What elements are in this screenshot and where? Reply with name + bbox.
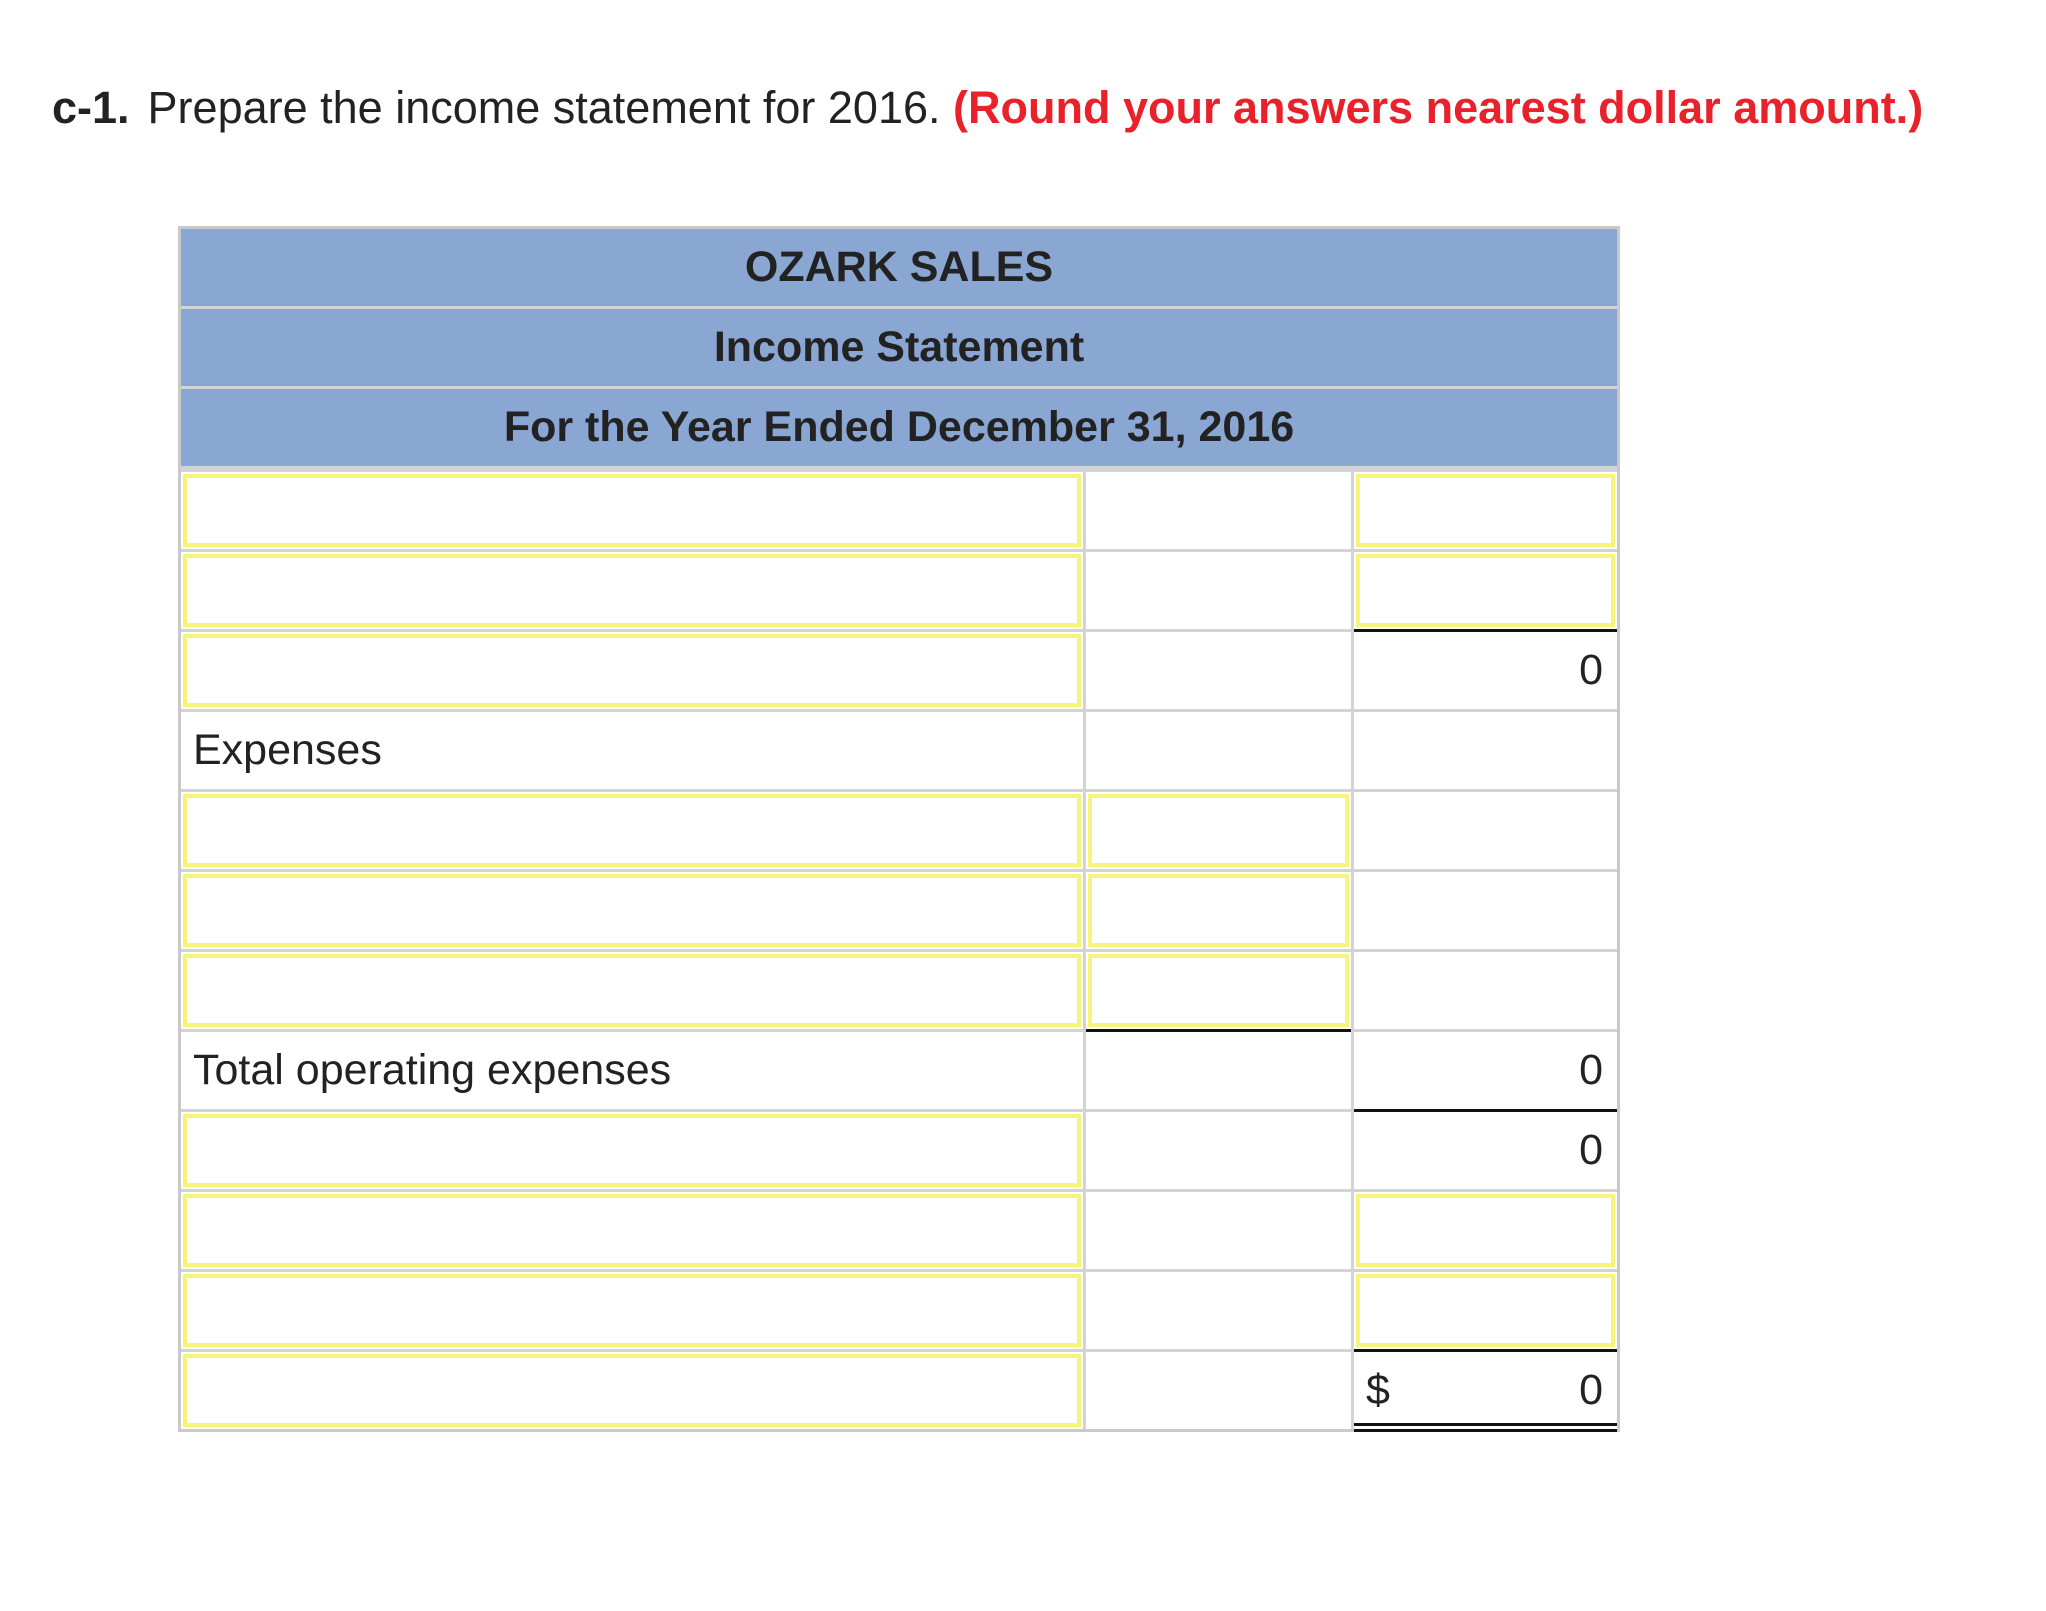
table-row: [181, 549, 1617, 629]
table-row: [181, 1109, 1617, 1189]
table-row: [181, 949, 1617, 1029]
total-amount-input[interactable]: [1356, 554, 1615, 627]
table-row: [181, 869, 1617, 949]
income-statement-table: [178, 226, 1620, 1432]
account-name-input[interactable]: [183, 1354, 1081, 1427]
table-row: [181, 1349, 1617, 1429]
question-text: Prepare the income statement for 2016.: [147, 82, 941, 133]
total-operating-expenses-label: Total operating expenses: [193, 1046, 672, 1094]
currency-symbol: $: [1366, 1366, 1390, 1414]
expense-name-input[interactable]: [183, 954, 1081, 1027]
gross-profit-value: 0: [1579, 646, 1603, 694]
operating-income-value: 0: [1579, 1126, 1603, 1174]
table-row: [181, 1189, 1617, 1269]
expense-amount-input[interactable]: [1088, 874, 1349, 947]
rounding-hint: (Round your answers nearest dollar amount.): [953, 82, 1924, 133]
table-row: [181, 1029, 1617, 1109]
account-name-input[interactable]: [183, 474, 1081, 547]
expense-amount-input[interactable]: [1088, 954, 1349, 1027]
expense-name-input[interactable]: [183, 794, 1081, 867]
question-number: c-1.: [52, 82, 130, 133]
account-name-input[interactable]: [183, 1274, 1081, 1347]
expense-amount-input[interactable]: [1088, 794, 1349, 867]
account-name-input[interactable]: [183, 1114, 1081, 1187]
expenses-label: Expenses: [193, 726, 382, 774]
table-row: [181, 629, 1617, 709]
statement-title: Income Statement: [181, 309, 1617, 389]
account-name-input[interactable]: [183, 1194, 1081, 1267]
company-name: OZARK SALES: [181, 229, 1617, 309]
total-amount-input[interactable]: [1356, 474, 1615, 547]
table-row: [181, 709, 1617, 789]
account-name-input[interactable]: [183, 634, 1081, 707]
table-row: [181, 469, 1617, 549]
account-name-input[interactable]: [183, 554, 1081, 627]
table-row: [181, 1269, 1617, 1349]
question-prompt: [52, 78, 1923, 138]
statement-period: For the Year Ended December 31, 2016: [181, 389, 1617, 469]
net-income-value: 0: [1579, 1366, 1603, 1414]
total-amount-input[interactable]: [1356, 1194, 1615, 1267]
total-operating-expenses-value: 0: [1579, 1046, 1603, 1094]
total-amount-input[interactable]: [1356, 1274, 1615, 1347]
table-row: [181, 789, 1617, 869]
expense-name-input[interactable]: [183, 874, 1081, 947]
